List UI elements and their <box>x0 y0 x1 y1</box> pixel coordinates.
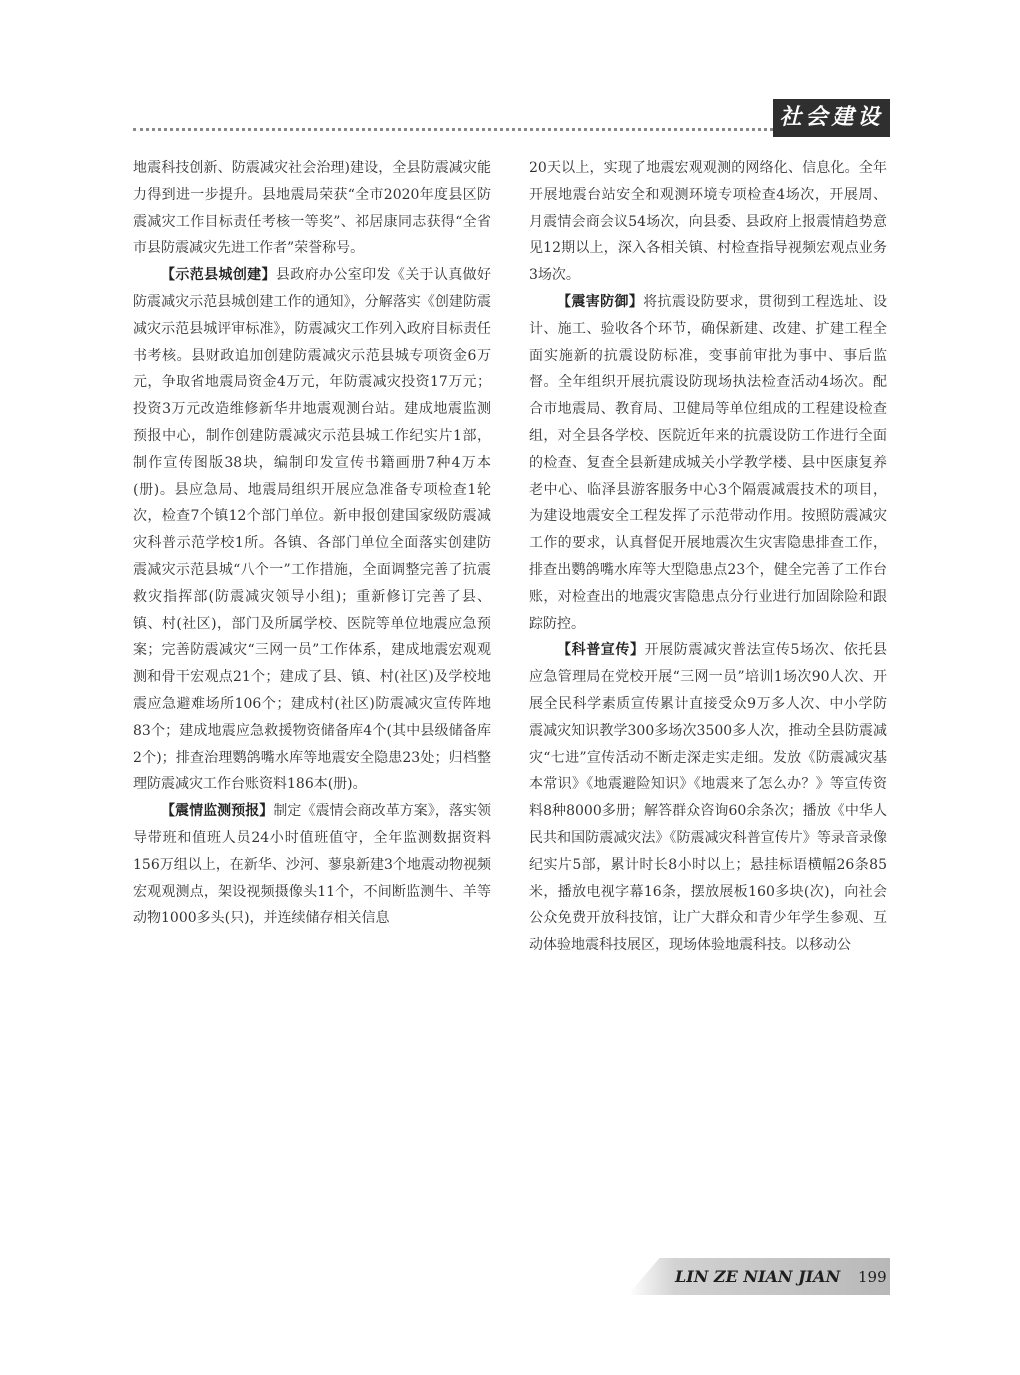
left-column <box>133 155 491 932</box>
paragraph-body: 将抗震设防要求，贯彻到工程选址、设计、施工、验收各个环节，确保新建、改建、扩建工程全面实施新的抗震设防标准，变事前审批为事中、事后监督。全年组织开展抗震设防现场执法检查活动4场次。配合市地震局、教育局、卫健局等单位组成的工程建设检查组，对全县各学校、医院近年来的抗震设防工作进行全面的检查、复查全县新建成城关小学教学楼、县中医康复养老中心、临泽县游客服务中心3个隔震减震技术的项目，为建设地震安全工程发挥了示范带动作用。按照防震减灾工作的要求，认真督促开展地震次生灾害隐患排查工作，排查出鹦鸽嘴水库等大型隐患点23个，健全完善了工作台账，对检查出的地震灾害隐患点分行业进行加固除险和跟踪防控。 <box>529 293 888 632</box>
section-heading: 【震害防御】 <box>557 293 644 310</box>
header-dotted-rule <box>133 128 773 131</box>
paragraph <box>133 262 491 798</box>
section-label: 社会建设 <box>773 99 890 137</box>
paragraph: 20天以上，实现了地震宏观观测的网络化、信息化。全年开展地震台站安全和观测环境专项检查4场次，开展周、月震情会商会议54场次，向县委、县政府上报震情趋势意见12期以上，深入各相关镇、村检查指导视频宏观点业务3场次。 <box>529 160 887 284</box>
section-heading: 【示范县城创建】 <box>161 267 276 284</box>
section-heading: 【震情监测预报】 <box>161 803 274 820</box>
paragraph <box>529 289 887 637</box>
paragraph: 地震科技创新、防震减灾社会治理)建设，全县防震减灾能力得到进一步提升。县地震局荣获“全市2020年度县区防震减灾工作目标责任考核一等奖”、祁居康同志获得“全省市县防震减灾先进工作者”荣誉称号。 <box>133 160 491 257</box>
page-number: 199 <box>858 1268 887 1286</box>
paragraph <box>529 637 887 959</box>
paragraph-body: 开展防震减灾普法宣传5场次、依托县应急管理局在党校开展“三网一员”培训1场次90人次、开展全民科学素质宣传累计直接受众9万多人次、中小学防震减灾知识教学300多场次3500多人次，推动全县防震减灾“七进”宣传活动不断走深走实走细。发放《防震减灾基本常识》《地震避险知识》《地震来了怎么办？》等宣传资料8种8000多册；解答群众咨询60余条次；播放《中华人民共和国防震减灾法》《防震减灾科普宣传片》等录音录像纪实片5部，累计时长8小时以上；悬挂标语横幅26条85米，播放电视字幕16条，摆放展板160多块(次)，向社会公众免费开放科技馆，让广大群众和青少年学生参观、互动体验地震科技展区，现场体验地震科技。以移动公 <box>529 642 888 954</box>
paragraph-body: 县政府办公室印发《关于认真做好防震减灾示范县城创建工作的通知》，分解落实《创建防震减灾示范县城评审标准》，防震减灾工作列入政府目标责任书考核。县财政追加创建防震减灾示范县城专项资金6万元，争取省地震局资金4万元，年防震减灾投资17万元；投资3万元改造维修新华井地震观测台站。建成地震监测预报中心，制作创建防震减灾示范县城工作纪实片1部，制作宣传图版38块，编制印发宣传书籍画册7种4万本(册)。县应急局、地震局组织开展应急准备专项检查1轮次，检查7个镇12个部门单位。新申报创建国家级防震减灾科普示范学校1所。各镇、各部门单位全面落实创建防震减灾示范县城“八个一”工作措施，全面调整完善了抗震救灾指挥部(防震减灾领导小组)；重新修订完善了县、镇、村(社区)，部门及所属学校、医院等单位地震应急预案；完善防震减灾“三网一员”工作体系，建成地震宏观观测和骨干宏观点21个；建成了县、镇、村(社区)及学校地震应急避难场所106个；建成村(社区)防震减灾宣传阵地83个；建成地震应急救援物资储备库4个(其中县级储备库2个)；排查治理鹦鸽嘴水库等地震安全隐患23处；归档整理防震减灾工作台账资料186本(册)。 <box>133 267 492 793</box>
section-heading: 【科普宣传】 <box>557 642 645 659</box>
paragraph <box>133 798 491 932</box>
paragraph-body: 制定《震情会商改革方案》，落实领导带班和值班人员24小时值班值守，全年监测数据资料156万组以上，在新华、沙河、蓼泉新建3个地震动物视频宏观观测点，架设视频摄像头11个，不间断监测牛、羊等动物1000多头(只)，并连续储存相关信息 <box>133 803 492 927</box>
journal-name: LIN ZE NIAN JIAN <box>675 1267 841 1286</box>
right-column <box>529 155 887 959</box>
